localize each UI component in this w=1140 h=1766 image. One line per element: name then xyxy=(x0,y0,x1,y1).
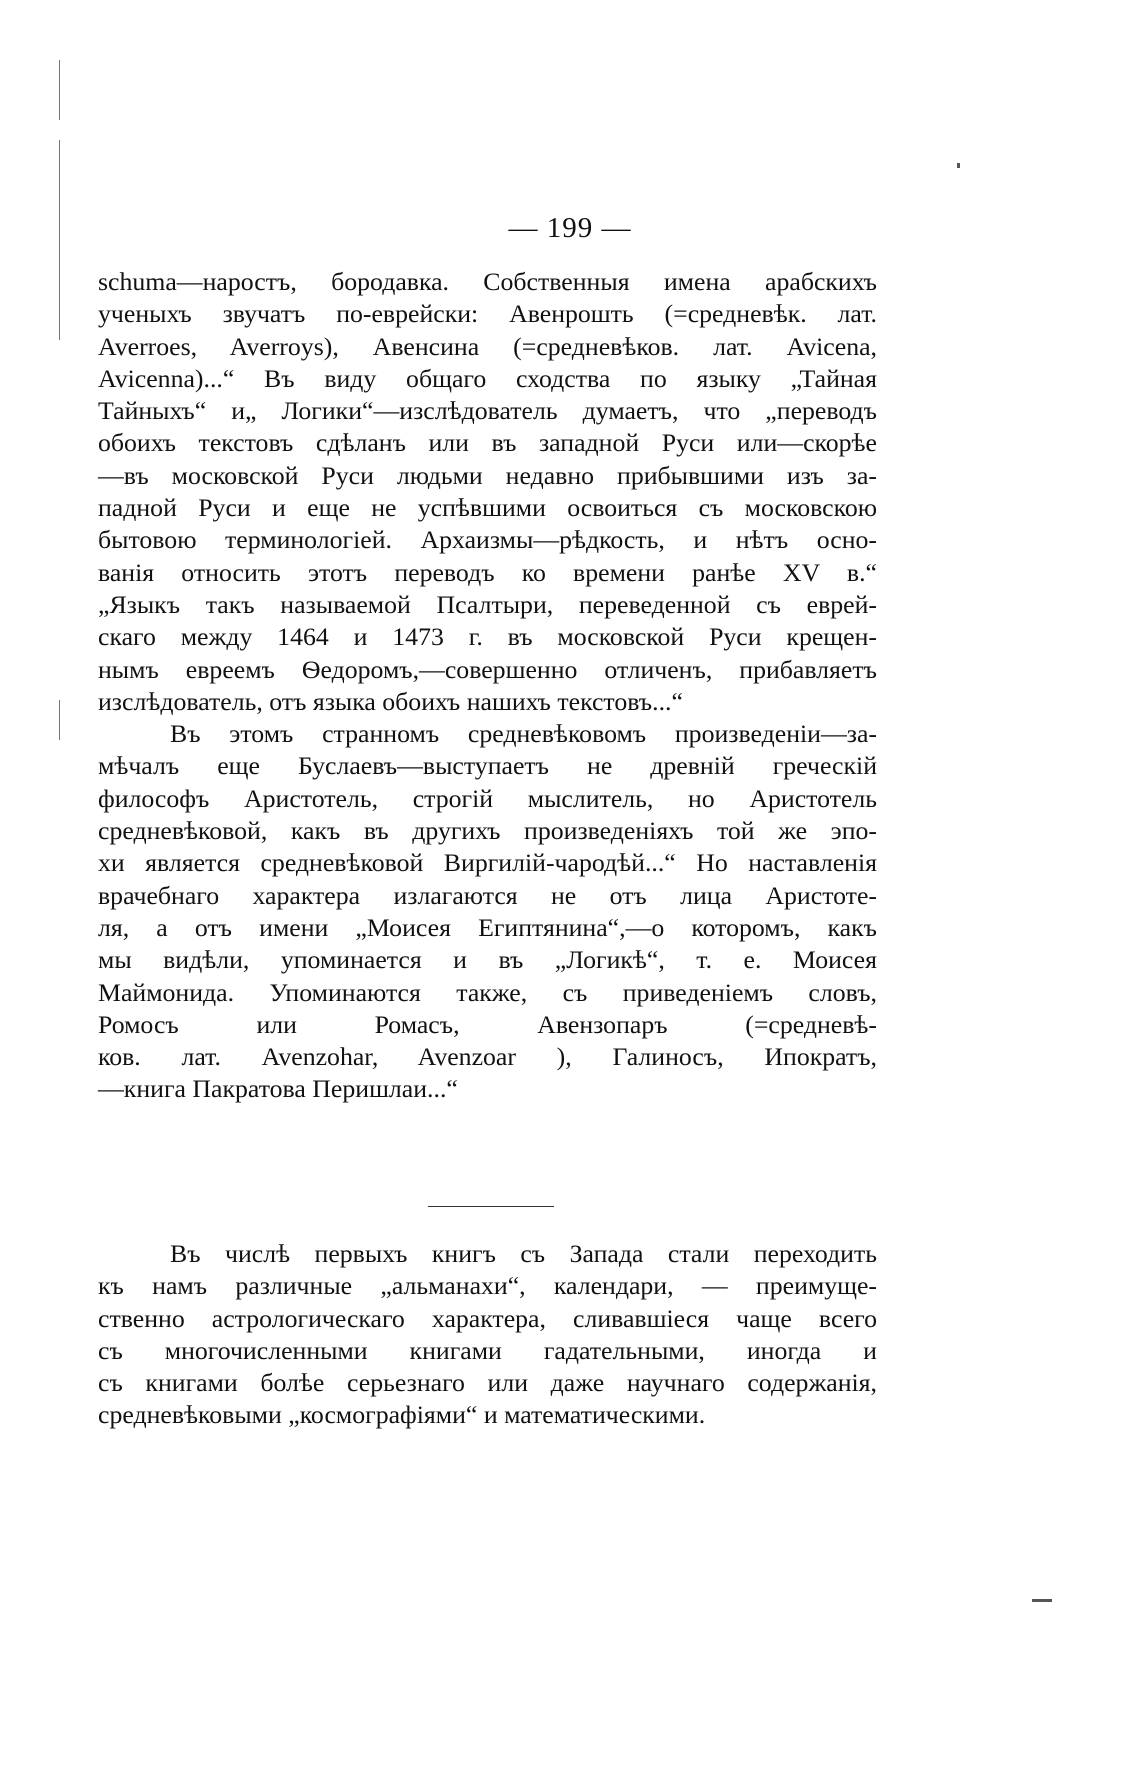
scan-edge-mark xyxy=(59,60,60,120)
text-line: средневѣковыми „космографіями“ и математическими. xyxy=(98,1400,706,1430)
text-line: „Языкъ такъ называемой Псалтыри, переведенной съ еврей- xyxy=(98,589,877,619)
text-line: ванія относить этотъ переводъ ко времени ранѣе XV в.“ xyxy=(98,557,877,587)
text-line: Тайныхъ“ и„ Логики“—изслѣдователь думаетъ, что „переводъ xyxy=(98,396,877,426)
scan-edge-mark xyxy=(59,700,60,740)
text-line: бытовою терминологіей. Архаизмы—рѣдкость, и нѣтъ осно- xyxy=(98,525,877,555)
text-line: изслѣдователь, отъ языка обоихъ нашихъ текстовъ...“ xyxy=(98,686,683,716)
second-text-block xyxy=(98,1238,877,1432)
page-number: — 199 — xyxy=(508,212,632,244)
text-line: ля, а отъ имени „Моисея Египтянина“,—о которомъ, какъ xyxy=(98,912,877,942)
text-line: schuma—наростъ, бородавка. Собственныя имена арабскихъ xyxy=(98,267,877,296)
text-line: мы видѣли, упоминается и въ „Логикѣ“, т. е. Моисея xyxy=(98,945,877,975)
text-line: врачебнаго характера излагаются не отъ лица Аристоте- xyxy=(98,880,877,910)
text-line: ков. лат. Avenzohar, Avenzoar ), Галиносъ, Ипократъ, xyxy=(98,1042,877,1072)
text-line: съ многочисленными книгами гадательными, иногда и xyxy=(98,1335,877,1365)
text-line: обоихъ текстовъ сдѣланъ или въ западной Руси или—скорѣе xyxy=(98,428,877,458)
scan-speck xyxy=(957,163,960,168)
text-line: —книга Пакратова Перишлаи...“ xyxy=(98,1074,458,1104)
main-text-block xyxy=(98,266,877,1106)
text-line: нымъ евреемъ Ѳедоромъ,—совершенно отличенъ, прибавляетъ xyxy=(98,654,877,684)
section-divider xyxy=(428,1206,554,1207)
text-line: падной Руси и еще не успѣвшими освоиться съ московскою xyxy=(98,493,877,523)
text-line: съ книгами болѣе серьезнаго или даже научнаго содержанія, xyxy=(98,1368,877,1398)
text-line: Averroes, Averroys), Авенсина (=средневѣков. лат. Avicena, xyxy=(98,331,877,361)
scan-speck xyxy=(1032,1599,1052,1602)
text-line: хи является средневѣковой Виргилій-чародѣй...“ Но наставленія xyxy=(98,848,877,878)
text-line: Ромосъ или Ромасъ, Авензопаръ (=средневѣ- xyxy=(98,1009,877,1039)
text-line: ственно астрологическаго характера, сливавшіеся чаще всего xyxy=(98,1303,877,1333)
text-line: скаго между 1464 и 1473 г. въ московской Руси крещен- xyxy=(98,622,877,652)
text-line: —въ московской Руси людьми недавно прибывшими изъ за- xyxy=(98,460,877,490)
text-line: мѣчалъ еще Буслаевъ—выступаетъ не древній греческій xyxy=(98,751,877,781)
text-line: средневѣковой, какъ въ другихъ произведеніяхъ той же эпо- xyxy=(98,816,877,846)
text-line: философъ Аристотель, строгій мыслитель, но Аристотель xyxy=(98,783,877,813)
text-line: Въ числѣ первыхъ книгъ съ Запада стали переходить xyxy=(170,1239,877,1268)
text-line: ученыхъ звучатъ по-еврейски: Авенрошть (=средневѣк. лат. xyxy=(98,299,877,329)
text-line: Маймонида. Упоминаются также, съ приведеніемъ словъ, xyxy=(98,977,877,1007)
text-line: къ намъ различные „альманахи“, календари, — преимуще- xyxy=(98,1271,877,1301)
text-line: Avicenna)...“ Въ виду общаго сходства по языку „Тайная xyxy=(98,363,877,393)
text-line: Въ этомъ странномъ средневѣковомъ произведеніи—за- xyxy=(170,719,877,749)
